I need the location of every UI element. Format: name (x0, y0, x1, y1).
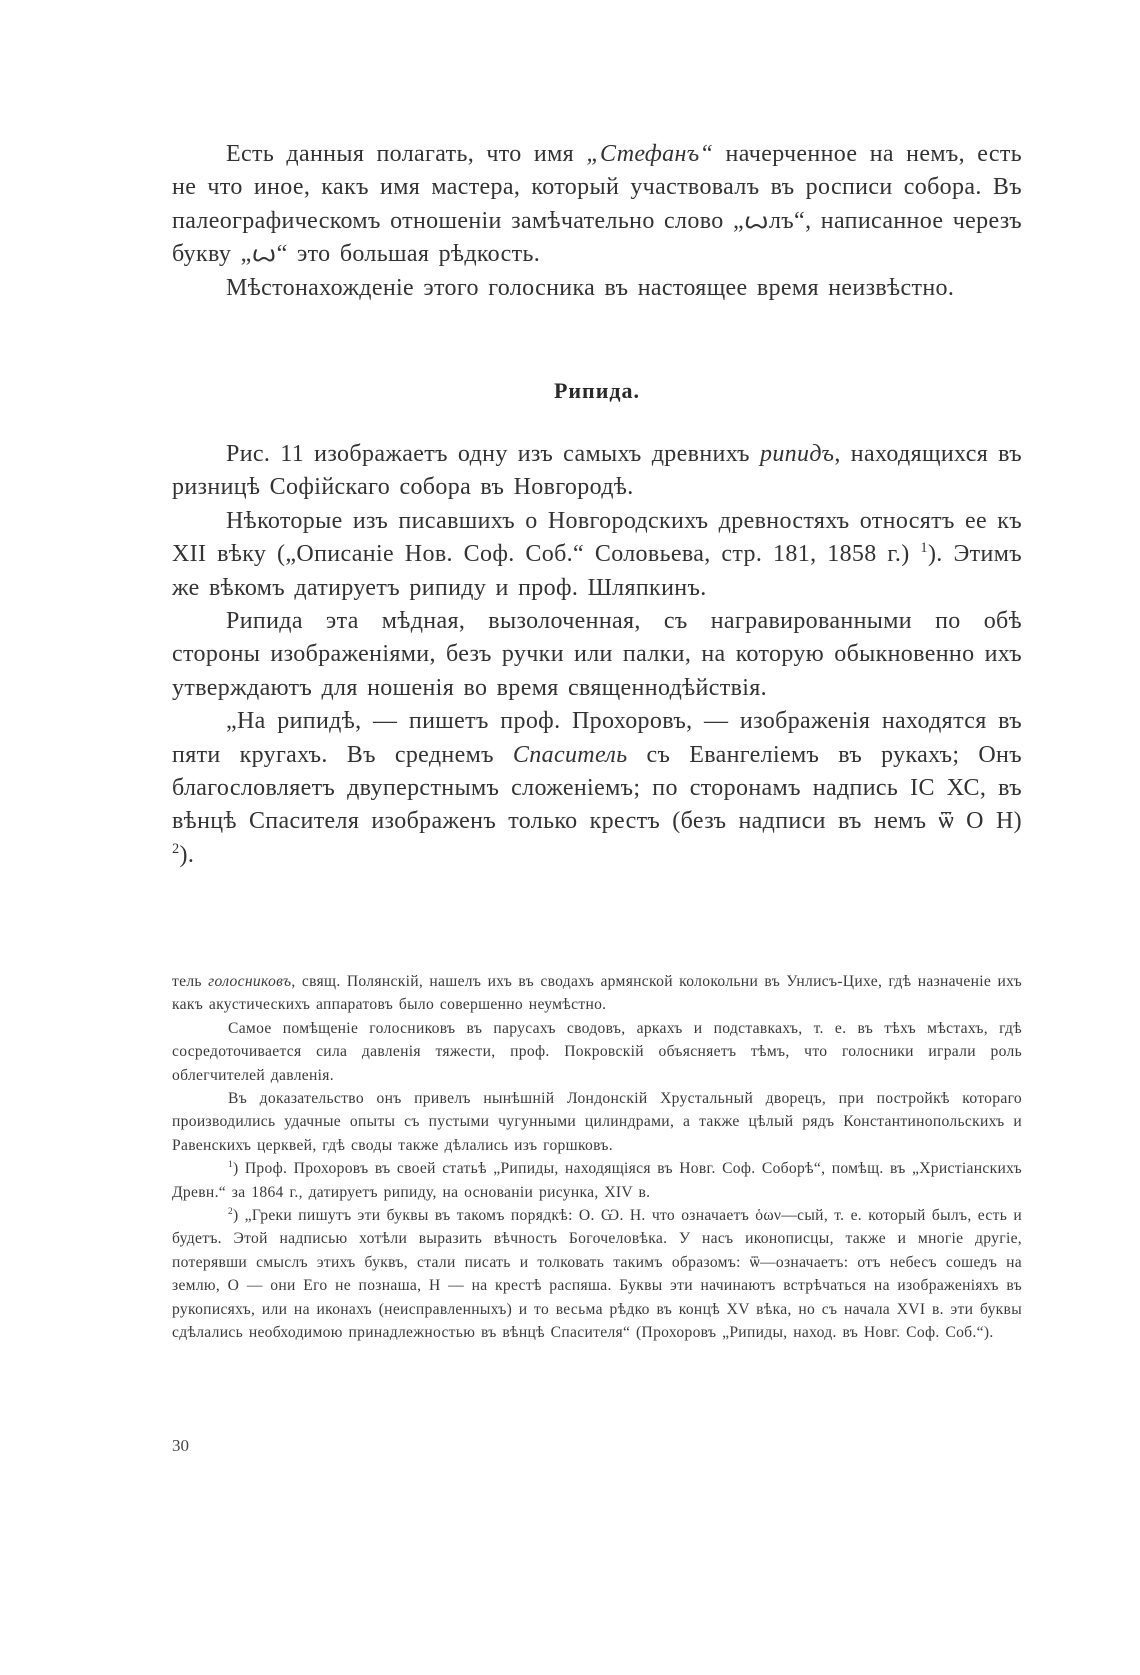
footnotes-paragraph (172, 1017, 1022, 1087)
text-run: ). Этимъ же вѣкомъ датируетъ рипиду и проф. Шляпкинъ. (172, 541, 1022, 601)
text-run: съ Евангеліемъ въ рукахъ; Онъ благословляетъ двуперстнымъ сложеніемъ; по сторонамъ надпись ІС ХС, въ вѣнцѣ Спасителя изображенъ только крестъ (безъ надписи въ немъ ѿ О Н) (172, 741, 1022, 835)
italic-text: голосниковъ (208, 973, 292, 990)
paragraphs-main-paragraph (172, 605, 1022, 705)
text-run: „На рипидѣ, — пишетъ проф. Прохоровъ, — изображенія находятся въ пяти кругахъ. Въ среднемъ (172, 708, 1022, 768)
text-run: ) Проф. Прохоровъ въ своей статьѣ „Рипиды, находящіяся въ Новг. Соф. Соборѣ“, помѣщ. въ „Христіанскихъ Древн.“ за 1864 г., датируетъ рипиду, на основаніи рисунка, XIV в. (172, 1160, 1022, 1201)
italic-text: „Стефанъ“ (586, 141, 714, 167)
text-run: Рипида эта мѣдная, вызолоченная, съ награвированными по обѣ стороны изображеніями, безъ ручки или палки, на которую обыкновенно ихъ утверждаютъ для ношенія во время священнодѣйствія. (172, 608, 1022, 701)
footnotes-paragraph (172, 1157, 1022, 1204)
text-run: , свящ. Полянскій, нашелъ ихъ въ сводахъ армянской колокольни въ Унлисъ-Цихе, гдѣ назначеніе ихъ какъ акустическихъ аппаратовъ было совершенно неумѣстно. (172, 973, 1022, 1014)
paragraphs-top-paragraph (172, 138, 1022, 272)
paragraphs-top-paragraph (172, 272, 1022, 305)
text-run: Рис. 11 изображаетъ одну изъ самыхъ древнихъ (226, 441, 760, 467)
intro-paragraphs (172, 138, 1022, 305)
text-run: ) „Греки пишутъ эти буквы въ такомъ порядкѣ: О. Ѡ. Н. что означаетъ ὁων—сый, т. е. который былъ, есть и будетъ. Этой надписью хотѣли выразить вѣчность Богочеловѣка. У насъ иконописцы, также и многіе другіе, потерявши смыслъ этихъ буквъ, стали писать и толковать такимъ образомъ: ѿ—означаетъ: отъ небесъ сошедъ на землю, О — они Его не познаша, Н — на крестѣ распяша. Буквы эти начинаютъ встрѣчаться на изображеніяхъ въ рукописяхъ, или на иконахъ (неисправленныхъ) и то весьма рѣдко въ концѣ XV вѣка, но съ начала XVI в. эти буквы сдѣлались необходимою принадлежностью въ вѣнцѣ Спасителя“ (Прохоровъ „Рипиды, наход. въ Новг. Соф. Соб.“). (172, 1207, 1022, 1342)
footnotes-paragraph (172, 1087, 1022, 1157)
italic-text: Спаситель (512, 741, 628, 768)
page-number: 30 (172, 1436, 189, 1455)
text-run: Есть данныя полагать, что имя (226, 141, 587, 167)
footnote-marker: 1 (920, 540, 928, 557)
footnote-marker: 2 (172, 840, 180, 857)
text-run: тель (172, 973, 209, 990)
paragraphs-main-paragraph (172, 505, 1022, 605)
text-run: Самое помѣщеніе голосниковъ въ парусахъ сводовъ, аркахъ и подставкахъ, т. е. въ тѣхъ мѣстахъ, гдѣ сосредоточивается сила давленія тяжести, проф. Покровскій объясняетъ тѣмъ, что голосники играли роль облегчителей давленія. (172, 1019, 1022, 1084)
italic-text: рипидъ (759, 441, 835, 467)
paragraphs-main-paragraph (172, 705, 1022, 872)
paragraphs-main-paragraph (172, 438, 1022, 505)
section-heading: Рипида. (553, 378, 641, 403)
body-paragraphs (172, 438, 1022, 872)
footnote-marker: 2 (228, 1206, 233, 1217)
text-run: Нѣкоторые изъ писавшихъ о Новгородскихъ древностяхъ относятъ ее къ XII вѣку („Описаніе Нов. Соф. Соб.“ Соловьева, стр. 181, 1858 г.) (172, 507, 1022, 568)
footnotes (172, 970, 1022, 1345)
text-run: начерченное на немъ, есть не что иное, какъ имя мастера, который участвовалъ въ росписи собора. Въ палеографическомъ отношеніи замѣчательно слово „ꙍлъ“, написанное черезъ букву „ꙍ“ это большая рѣдкость. (172, 141, 1022, 268)
footnotes-paragraph (172, 1204, 1022, 1344)
footnotes-paragraph (172, 970, 1022, 1017)
text-run: ). (179, 841, 195, 868)
text-run: Мѣстонахожденіе этого голосника въ настоящее время неизвѣстно. (226, 274, 955, 301)
text-run: Въ доказательство онъ привелъ нынѣшній Лондонскій Хрустальный дворецъ, при постройкѣ котораго производились удачные опыты съ пустыми чугунными цилиндрами, а также цѣлый рядъ Константинопольскихъ и Равенскихъ церквей, гдѣ своды также дѣлались изъ горшковъ. (172, 1090, 1022, 1154)
text-run: , находящихся въ ризницѣ Софійскаго собора въ Новгородѣ. (172, 441, 1022, 501)
footnote-marker: 1 (228, 1160, 233, 1171)
